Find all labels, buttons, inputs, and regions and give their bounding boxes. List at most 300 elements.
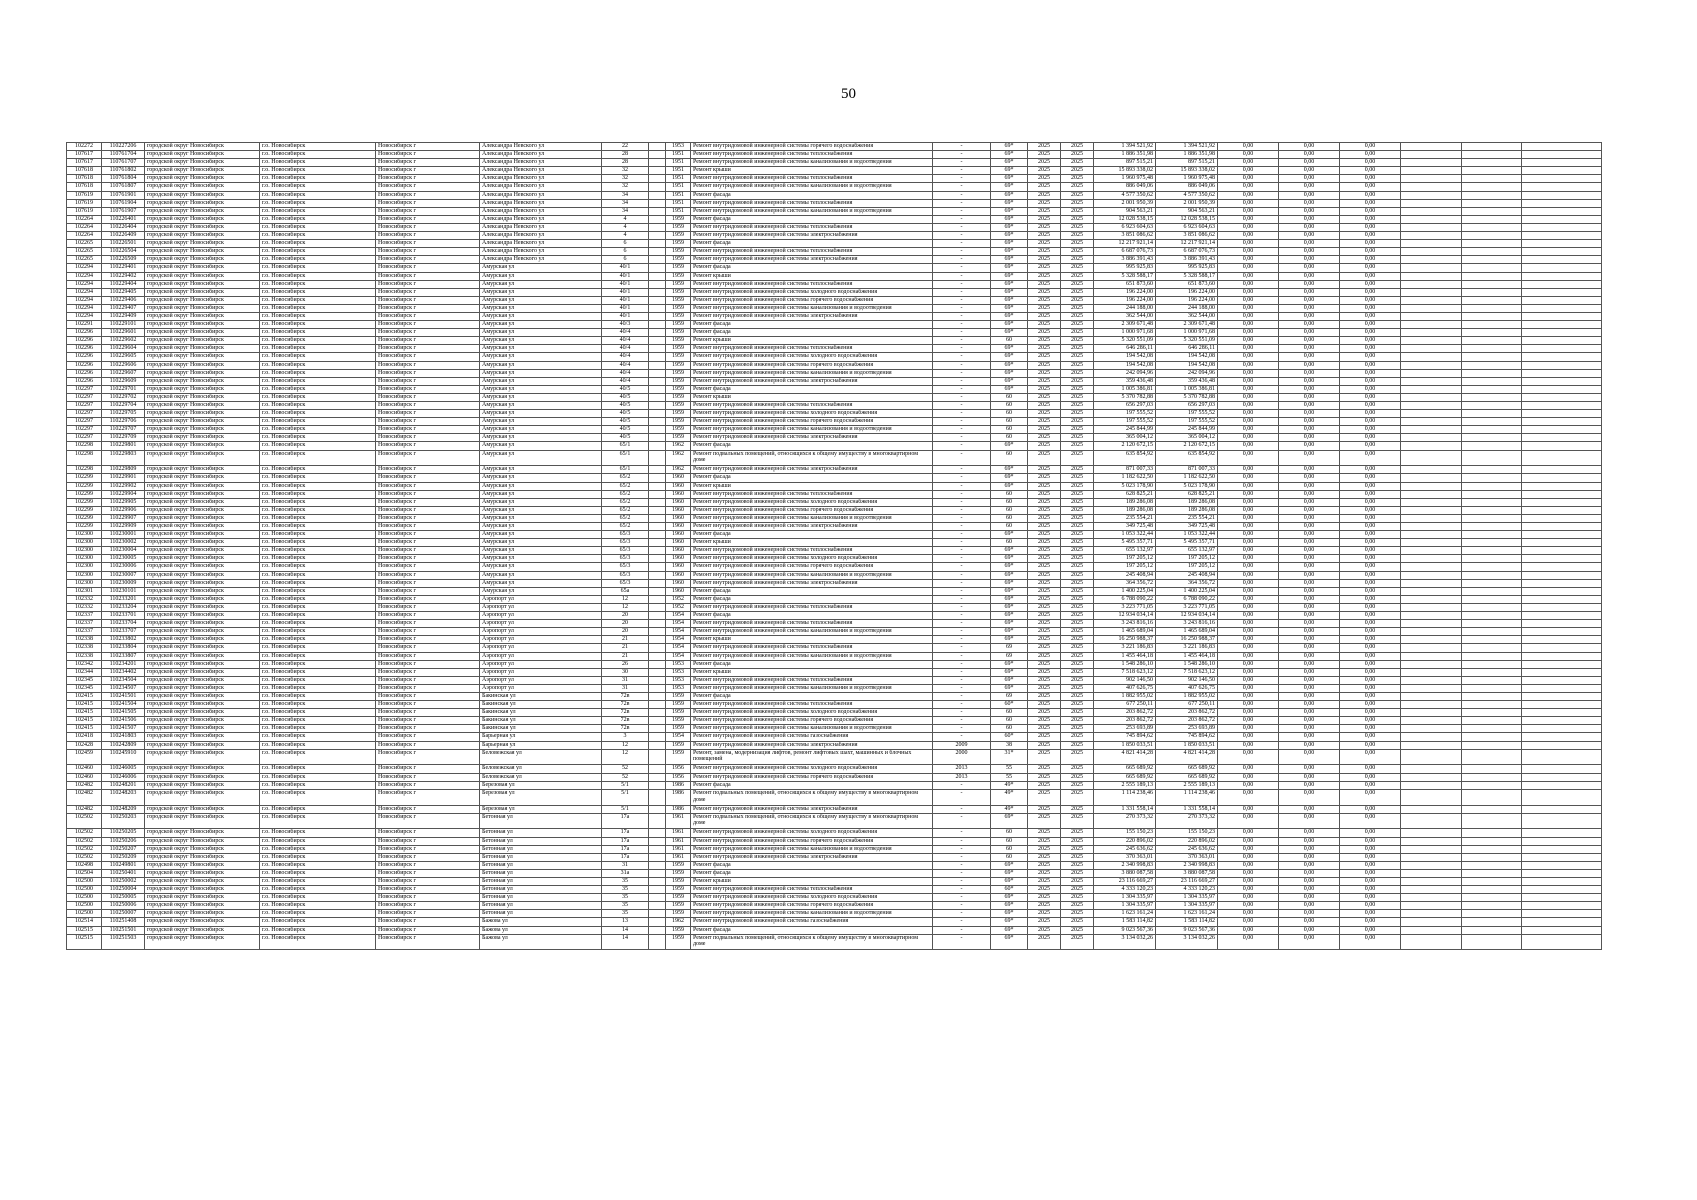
- table-cell: 1 304 335,97: [1094, 902, 1156, 910]
- table-cell: Новосибирск г: [376, 861, 480, 869]
- table-cell: [649, 410, 666, 418]
- table-cell: [1401, 709, 1462, 717]
- table-cell: городской округ Новосибирск: [145, 426, 260, 434]
- table-row: [67, 159, 1602, 167]
- table-cell: [649, 709, 666, 717]
- table-cell: 2025: [1061, 418, 1094, 426]
- table-cell: 0,00: [1218, 725, 1279, 733]
- table-cell: 0,00: [1218, 709, 1279, 717]
- table-cell: 110226501: [102, 240, 145, 248]
- table-cell: [1401, 175, 1462, 183]
- table-cell: 362 544,00: [1094, 312, 1156, 320]
- table-cell: 0,00: [1218, 215, 1279, 223]
- table-cell: 3 134 032,26: [1094, 934, 1156, 950]
- table-cell: 102300: [67, 531, 102, 539]
- table-cell: 902 146,50: [1094, 676, 1156, 684]
- table-cell: 0,00: [1218, 531, 1279, 539]
- table-cell: -: [933, 450, 991, 466]
- table-cell: 0,00: [1218, 644, 1279, 652]
- table-cell: [1522, 280, 1602, 288]
- table-cell: 2025: [1061, 531, 1094, 539]
- table-cell: 1959: [666, 701, 691, 709]
- table-cell: Амурская ул: [480, 498, 602, 506]
- table-cell: 9 023 567,36: [1156, 926, 1218, 934]
- table-cell: Новосибирск г: [376, 620, 480, 628]
- table-cell: 102299: [67, 523, 102, 531]
- table-cell: 49*: [991, 805, 1028, 813]
- table-cell: [1522, 877, 1602, 885]
- table-cell: 0,00: [1340, 280, 1401, 288]
- table-cell: Бажова ул: [480, 926, 602, 934]
- table-cell: 5 495 357,71: [1094, 539, 1156, 547]
- table-row: [67, 143, 1602, 151]
- table-cell: 102294: [67, 272, 102, 280]
- table-cell: [1522, 926, 1602, 934]
- table-cell: 0,00: [1340, 660, 1401, 668]
- table-cell: [1522, 781, 1602, 789]
- table-cell: 102504: [67, 869, 102, 877]
- table-cell: [649, 296, 666, 304]
- table-cell: [1522, 199, 1602, 207]
- table-cell: 2025: [1028, 644, 1061, 652]
- table-cell: Амурская ул: [480, 450, 602, 466]
- table-cell: 6 923 604,63: [1094, 223, 1156, 231]
- table-row: [67, 733, 1602, 741]
- table-cell: 28: [602, 159, 649, 167]
- table-row: [67, 385, 1602, 393]
- table-cell: 13: [602, 918, 649, 926]
- table-row: [67, 312, 1602, 320]
- table-cell: 0,00: [1340, 853, 1401, 861]
- table-cell: 0,00: [1279, 701, 1340, 709]
- table-cell: 65/3: [602, 531, 649, 539]
- table-cell: 110250401: [102, 869, 145, 877]
- table-cell: 245 636,62: [1156, 845, 1218, 853]
- table-cell: Ремонт внутридомовой инженерной системы теплоснабжения: [691, 175, 933, 183]
- table-cell: Ремонт внутридомовой инженерной системы теплоснабжения: [691, 620, 933, 628]
- table-cell: [1522, 717, 1602, 725]
- table-cell: 65/3: [602, 555, 649, 563]
- table-cell: 0,00: [1340, 773, 1401, 781]
- table-cell: 189 286,08: [1094, 506, 1156, 514]
- table-cell: Новосибирск г: [376, 612, 480, 620]
- table-cell: 0,00: [1279, 773, 1340, 781]
- table-cell: 0,00: [1218, 902, 1279, 910]
- table-cell: 0,00: [1340, 869, 1401, 877]
- table-cell: [1401, 272, 1462, 280]
- table-cell: 17а: [602, 837, 649, 845]
- table-cell: [1462, 628, 1522, 636]
- table-cell: [1401, 506, 1462, 514]
- table-cell: городской округ Новосибирск: [145, 523, 260, 531]
- table-cell: 0,00: [1279, 547, 1340, 555]
- table-cell: городской округ Новосибирск: [145, 418, 260, 426]
- table-cell: 14: [602, 934, 649, 950]
- table-cell: [1522, 902, 1602, 910]
- table-cell: 35: [602, 877, 649, 885]
- table-cell: 72в: [602, 709, 649, 717]
- table-cell: Новосибирск г: [376, 701, 480, 709]
- table-cell: 1960: [666, 490, 691, 498]
- table-cell: [1401, 910, 1462, 918]
- table-cell: г.о. Новосибирск: [260, 701, 376, 709]
- table-cell: г.о. Новосибирск: [260, 539, 376, 547]
- table-cell: 2025: [1061, 692, 1094, 700]
- table-cell: Амурская ул: [480, 490, 602, 498]
- table-row: [67, 853, 1602, 861]
- table-cell: 0,00: [1218, 514, 1279, 522]
- table-cell: [1401, 393, 1462, 401]
- table-cell: 203 862,72: [1094, 717, 1156, 725]
- table-cell: городской округ Новосибирск: [145, 765, 260, 773]
- table-cell: Амурская ул: [480, 385, 602, 393]
- table-cell: [649, 207, 666, 215]
- page-number: 50: [841, 86, 856, 102]
- table-cell: -: [933, 183, 991, 191]
- table-cell: 2025: [1028, 232, 1061, 240]
- table-cell: [649, 837, 666, 845]
- table-cell: Амурская ул: [480, 361, 602, 369]
- table-cell: Новосибирск г: [376, 321, 480, 329]
- table-cell: [1462, 337, 1522, 345]
- table-cell: 0,00: [1218, 393, 1279, 401]
- table-cell: 2025: [1028, 304, 1061, 312]
- table-cell: [1462, 498, 1522, 506]
- table-cell: [1462, 183, 1522, 191]
- table-cell: [1401, 402, 1462, 410]
- table-cell: 102515: [67, 934, 102, 950]
- table-cell: [1522, 668, 1602, 676]
- table-cell: 60: [991, 853, 1028, 861]
- table-cell: 2025: [1028, 369, 1061, 377]
- table-cell: 17а: [602, 829, 649, 837]
- table-cell: 102500: [67, 910, 102, 918]
- table-cell: [1522, 215, 1602, 223]
- table-cell: 0,00: [1340, 571, 1401, 579]
- table-cell: 2025: [1061, 749, 1094, 765]
- table-cell: [649, 571, 666, 579]
- table-cell: [1522, 733, 1602, 741]
- table-cell: 2025: [1028, 837, 1061, 845]
- table-row: [67, 701, 1602, 709]
- table-cell: [649, 264, 666, 272]
- table-cell: 897 515,21: [1094, 159, 1156, 167]
- table-cell: 656 297,03: [1094, 402, 1156, 410]
- table-cell: 102296: [67, 353, 102, 361]
- table-cell: 349 725,48: [1094, 523, 1156, 531]
- table-cell: 1959: [666, 934, 691, 950]
- table-cell: 69*: [991, 240, 1028, 248]
- table-cell: Ремонт внутридомовой инженерной системы канализования и водоотведения: [691, 845, 933, 853]
- table-cell: городской округ Новосибирск: [145, 410, 260, 418]
- table-cell: 6: [602, 256, 649, 264]
- table-cell: Ремонт фасада: [691, 215, 933, 223]
- table-cell: 0,00: [1279, 288, 1340, 296]
- table-cell: 110241504: [102, 701, 145, 709]
- table-cell: городской округ Новосибирск: [145, 337, 260, 345]
- table-cell: 102428: [67, 741, 102, 749]
- table-row: [67, 781, 1602, 789]
- table-cell: городской округ Новосибирск: [145, 329, 260, 337]
- table-cell: городской округ Новосибирск: [145, 652, 260, 660]
- table-cell: 0,00: [1340, 837, 1401, 845]
- table-cell: 904 563,21: [1156, 207, 1218, 215]
- table-cell: 34: [602, 207, 649, 215]
- table-cell: [1462, 644, 1522, 652]
- table-cell: г.о. Новосибирск: [260, 377, 376, 385]
- table-cell: 1951: [666, 159, 691, 167]
- table-cell: 102502: [67, 853, 102, 861]
- table-cell: 2025: [1061, 369, 1094, 377]
- table-cell: 110229604: [102, 345, 145, 353]
- table-cell: 0,00: [1218, 676, 1279, 684]
- table-cell: [1462, 660, 1522, 668]
- table-cell: 6 788 090,22: [1156, 595, 1218, 603]
- table-cell: 40/1: [602, 312, 649, 320]
- table-cell: городской округ Новосибирск: [145, 612, 260, 620]
- table-cell: 0,00: [1279, 652, 1340, 660]
- table-row: [67, 684, 1602, 692]
- table-cell: 0,00: [1340, 636, 1401, 644]
- table-cell: 2025: [1028, 829, 1061, 837]
- table-cell: Ремонт фасада: [691, 869, 933, 877]
- table-cell: [1401, 207, 1462, 215]
- table-cell: 102296: [67, 329, 102, 337]
- table-cell: г.о. Новосибирск: [260, 288, 376, 296]
- table-cell: Аэропорт ул: [480, 612, 602, 620]
- table-cell: Бакинская ул: [480, 701, 602, 709]
- table-cell: 0,00: [1340, 498, 1401, 506]
- table-cell: 2025: [1061, 151, 1094, 159]
- table-cell: Ремонт внутридомовой инженерной системы теплоснабжения: [691, 223, 933, 231]
- table-cell: 2025: [1061, 321, 1094, 329]
- table-cell: [1401, 781, 1462, 789]
- table-cell: 2 555 189,13: [1094, 781, 1156, 789]
- table-cell: 2025: [1028, 175, 1061, 183]
- table-cell: 1960: [666, 482, 691, 490]
- table-cell: 6 687 076,73: [1094, 248, 1156, 256]
- table-cell: 102265: [67, 248, 102, 256]
- table-cell: [1401, 749, 1462, 765]
- table-cell: Новосибирск г: [376, 531, 480, 539]
- table-cell: городской округ Новосибирск: [145, 167, 260, 175]
- table-cell: -: [933, 329, 991, 337]
- table-cell: 0,00: [1340, 676, 1401, 684]
- table-cell: г.о. Новосибирск: [260, 514, 376, 522]
- table-cell: 2025: [1028, 402, 1061, 410]
- table-cell: 0,00: [1279, 482, 1340, 490]
- table-cell: г.о. Новосибирск: [260, 296, 376, 304]
- table-cell: 0,00: [1218, 474, 1279, 482]
- table-cell: [1401, 385, 1462, 393]
- table-cell: 0,00: [1279, 296, 1340, 304]
- table-cell: 0,00: [1340, 312, 1401, 320]
- table-cell: Новосибирск г: [376, 934, 480, 950]
- table-cell: 0,00: [1279, 321, 1340, 329]
- table-cell: 0,00: [1218, 490, 1279, 498]
- table-cell: Бетонная ул: [480, 845, 602, 853]
- table-cell: 1962: [666, 466, 691, 474]
- table-cell: городской округ Новосибирск: [145, 175, 260, 183]
- table-cell: Ремонт внутридомовой инженерной системы горячего водоснабжения: [691, 837, 933, 845]
- table-cell: 0,00: [1279, 506, 1340, 514]
- table-row: [67, 628, 1602, 636]
- table-cell: 0,00: [1279, 789, 1340, 805]
- table-cell: г.о. Новосибирск: [260, 829, 376, 837]
- table-cell: 2025: [1061, 805, 1094, 813]
- table-cell: Новосибирск г: [376, 151, 480, 159]
- table-cell: -: [933, 345, 991, 353]
- table-row: [67, 418, 1602, 426]
- table-cell: 2025: [1028, 385, 1061, 393]
- table-cell: 102300: [67, 579, 102, 587]
- table-cell: городской округ Новосибирск: [145, 749, 260, 765]
- table-cell: Ремонт внутридомовой инженерной системы теплоснабжения: [691, 199, 933, 207]
- table-cell: [1522, 304, 1602, 312]
- table-cell: [649, 749, 666, 765]
- table-cell: [649, 547, 666, 555]
- table-cell: 0,00: [1279, 539, 1340, 547]
- table-cell: г.о. Новосибирск: [260, 410, 376, 418]
- table-cell: Амурская ул: [480, 547, 602, 555]
- table-cell: 0,00: [1279, 498, 1340, 506]
- table-cell: городской округ Новосибирск: [145, 829, 260, 837]
- table-cell: 102299: [67, 490, 102, 498]
- table-cell: [1401, 725, 1462, 733]
- table-cell: Новосибирск г: [376, 845, 480, 853]
- table-cell: Ремонт внутридомовой инженерной системы электроснабжения: [691, 256, 933, 264]
- table-cell: Аэропорт ул: [480, 620, 602, 628]
- table-cell: 2025: [1061, 813, 1094, 829]
- table-cell: городской округ Новосибирск: [145, 934, 260, 950]
- table-cell: [649, 498, 666, 506]
- table-cell: [1522, 725, 1602, 733]
- table-cell: [1401, 563, 1462, 571]
- table-cell: 2025: [1061, 918, 1094, 926]
- table-cell: Ремонт внутридомовой инженерной системы газоснабжения: [691, 733, 933, 741]
- table-cell: 2025: [1028, 587, 1061, 595]
- table-cell: [1462, 717, 1522, 725]
- table-cell: 21: [602, 644, 649, 652]
- table-cell: [1462, 652, 1522, 660]
- table-cell: 26: [602, 660, 649, 668]
- table-cell: 0,00: [1279, 620, 1340, 628]
- table-cell: Амурская ул: [480, 345, 602, 353]
- table-cell: [1401, 143, 1462, 151]
- table-cell: -: [933, 337, 991, 345]
- table-cell: 2025: [1028, 886, 1061, 894]
- table-cell: 2025: [1028, 482, 1061, 490]
- table-cell: 4 333 120,23: [1156, 886, 1218, 894]
- table-cell: -: [933, 434, 991, 442]
- table-cell: Новосибирск г: [376, 837, 480, 845]
- table-cell: Березовая ул: [480, 789, 602, 805]
- table-cell: Александра Невского ул: [480, 175, 602, 183]
- table-cell: 0,00: [1218, 789, 1279, 805]
- table-cell: 65/2: [602, 498, 649, 506]
- table-cell: 2025: [1061, 167, 1094, 175]
- table-cell: 2025: [1028, 668, 1061, 676]
- table-cell: [1522, 692, 1602, 700]
- table-cell: -: [933, 620, 991, 628]
- table-cell: Ремонт фасада: [691, 781, 933, 789]
- table-cell: 0,00: [1218, 143, 1279, 151]
- table-cell: 69*: [991, 620, 1028, 628]
- table-cell: Ремонт внутридомовой инженерной системы электроснабжения: [691, 466, 933, 474]
- table-cell: [649, 926, 666, 934]
- table-cell: Новосибирск г: [376, 636, 480, 644]
- table-cell: 1 304 335,97: [1156, 894, 1218, 902]
- table-cell: [1401, 701, 1462, 709]
- table-cell: Бакинская ул: [480, 725, 602, 733]
- table-cell: Беловежская ул: [480, 765, 602, 773]
- table-cell: [649, 612, 666, 620]
- table-cell: 2025: [1061, 789, 1094, 805]
- table-cell: 102482: [67, 805, 102, 813]
- table-cell: Ремонт внутридомовой инженерной системы холодного водоснабжения: [691, 288, 933, 296]
- table-cell: 0,00: [1340, 926, 1401, 934]
- table-cell: г.о. Новосибирск: [260, 304, 376, 312]
- table-cell: [1462, 813, 1522, 829]
- table-cell: Бакинская ул: [480, 709, 602, 717]
- table-cell: [1522, 240, 1602, 248]
- table-cell: 110233707: [102, 628, 145, 636]
- table-cell: 2025: [1028, 861, 1061, 869]
- table-row: [67, 498, 1602, 506]
- table-cell: 0,00: [1279, 248, 1340, 256]
- table-cell: 0,00: [1218, 288, 1279, 296]
- table-cell: -: [933, 709, 991, 717]
- table-cell: 52: [602, 765, 649, 773]
- table-cell: Александра Невского ул: [480, 215, 602, 223]
- table-cell: 0,00: [1279, 418, 1340, 426]
- table-cell: 0,00: [1279, 337, 1340, 345]
- table-cell: [1462, 280, 1522, 288]
- table-cell: Новосибирск г: [376, 853, 480, 861]
- table-cell: 2025: [1028, 636, 1061, 644]
- table-cell: Новосибирск г: [376, 514, 480, 522]
- table-cell: 110229402: [102, 272, 145, 280]
- table-cell: городской округ Новосибирск: [145, 741, 260, 749]
- table-cell: 0,00: [1340, 321, 1401, 329]
- table-cell: Новосибирск г: [376, 377, 480, 385]
- table-cell: [1522, 321, 1602, 329]
- table-cell: [1401, 813, 1462, 829]
- table-cell: Новосибирск г: [376, 910, 480, 918]
- table-cell: 60: [991, 514, 1028, 522]
- table-cell: [1401, 312, 1462, 320]
- table-cell: 3 221 186,83: [1094, 644, 1156, 652]
- table-cell: [649, 603, 666, 611]
- table-cell: 2025: [1061, 934, 1094, 950]
- table-cell: 1959: [666, 402, 691, 410]
- table-cell: Новосибирск г: [376, 539, 480, 547]
- table-cell: [1462, 676, 1522, 684]
- table-cell: 20: [602, 620, 649, 628]
- table-cell: 0,00: [1279, 741, 1340, 749]
- table-cell: 1 005 386,81: [1156, 385, 1218, 393]
- table-cell: 1 304 335,97: [1156, 902, 1218, 910]
- table-cell: г.о. Новосибирск: [260, 612, 376, 620]
- table-cell: Новосибирск г: [376, 450, 480, 466]
- table-cell: 69*: [991, 385, 1028, 393]
- table-cell: 69*: [991, 466, 1028, 474]
- table-cell: 102502: [67, 845, 102, 853]
- table-cell: 17а: [602, 853, 649, 861]
- table-cell: [1401, 829, 1462, 837]
- table-cell: [1522, 232, 1602, 240]
- table-cell: Ремонт внутридомовой инженерной системы канализования и водоотведения: [691, 910, 933, 918]
